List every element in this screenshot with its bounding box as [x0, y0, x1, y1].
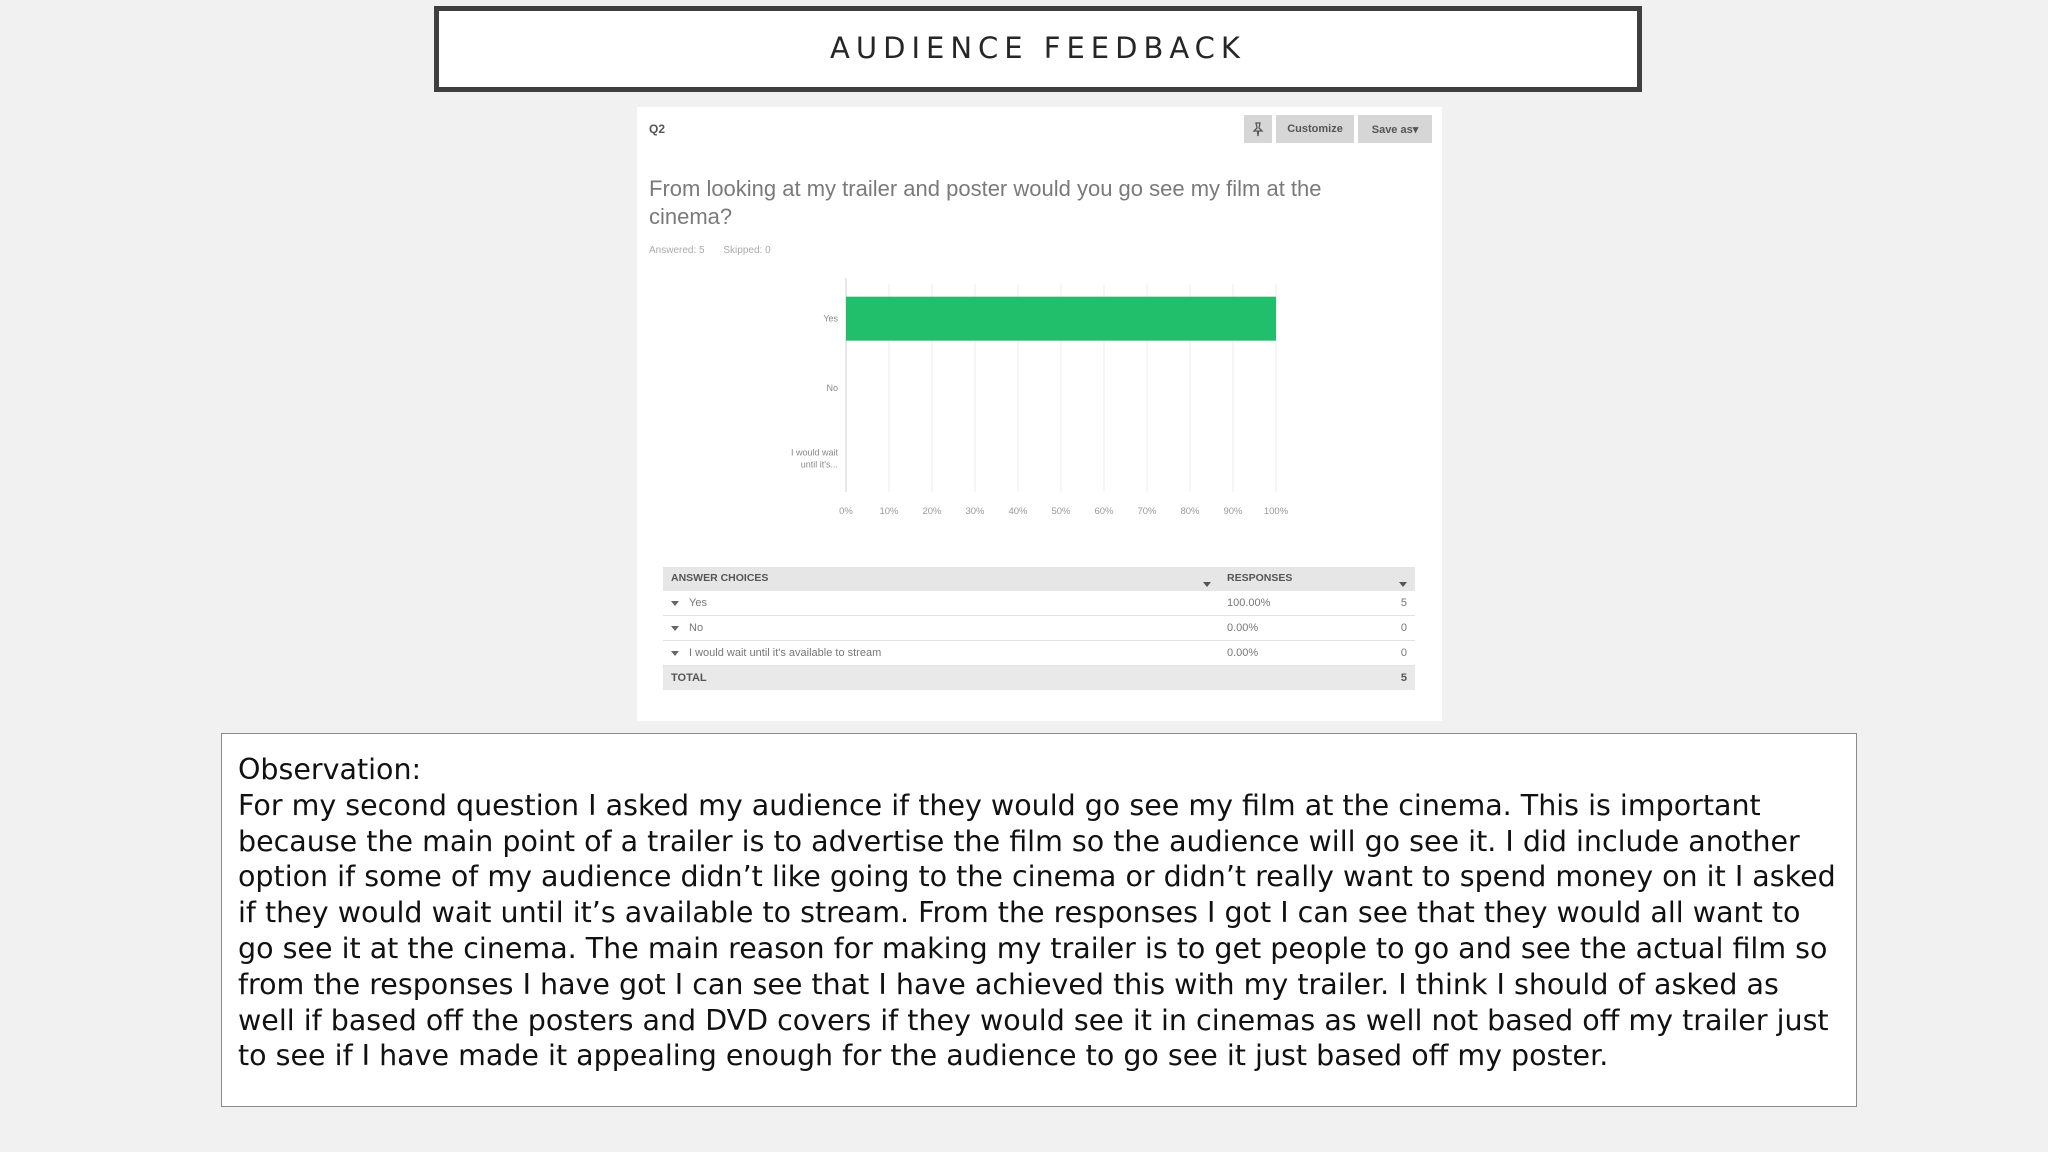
observation-box — [221, 733, 1857, 1107]
table-row — [663, 591, 1415, 616]
y-category-label: Yes — [823, 313, 838, 324]
customize-button[interactable]: Customize — [1276, 115, 1354, 143]
choice-percent: 100.00% — [1219, 591, 1362, 616]
x-tick-label: 60% — [1094, 506, 1114, 517]
expand-caret-icon[interactable] — [671, 601, 679, 606]
choice-label: No — [689, 622, 704, 634]
slide-title-box — [434, 6, 1642, 92]
x-tick-label: 10% — [879, 506, 899, 517]
save-as-button[interactable]: Save as▾ — [1358, 115, 1432, 143]
skipped-count: Skipped: 0 — [723, 245, 771, 256]
expand-caret-icon[interactable] — [671, 651, 679, 656]
observation-heading: Observation: — [238, 753, 422, 786]
observation-body: For my second question I asked my audience if they would go see my film at the cinema. This is important because the main point of a trailer is to advertise the film so the audience will go see it. I did include another option if some of my audience didn’t like going to the cinema or didn’t really want to spend money on it I asked if they would wait until it’s available to stream. From the responses I got I can see that they would all want to go see it at the cinema. The main reason for making my trailer is to get people to go and see the actual film so from the responses I have got I can see that I have achieved this with my trailer. I think I should of asked as well if based off the posters and DVD covers if they would see it in cinemas as well not based off my trailer just to see if I have made it appealing enough for the audience to go see it just based off my poster. — [238, 788, 1836, 1073]
sort-caret-icon[interactable] — [1203, 582, 1211, 587]
question-number: Q2 — [649, 122, 666, 136]
choice-count: 5 — [1362, 591, 1415, 616]
x-tick-label: 90% — [1223, 506, 1243, 517]
x-tick-label: 20% — [922, 506, 942, 517]
sort-caret-icon[interactable] — [1399, 582, 1407, 587]
x-tick-label: 100% — [1263, 506, 1289, 517]
x-tick-label: 40% — [1008, 506, 1028, 517]
answer-table — [663, 567, 1415, 690]
choice-count: 0 — [1362, 641, 1415, 666]
choice-percent: 0.00% — [1219, 616, 1362, 641]
response-bar-chart — [637, 107, 1442, 527]
question-text: From looking at my trailer and poster would you go see my film at the cinema? — [649, 176, 1322, 229]
choice-label: I would wait until it's available to stream — [689, 647, 882, 659]
y-category-label: No — [826, 383, 838, 393]
x-tick-label: 80% — [1180, 506, 1200, 517]
survey-screenshot — [637, 107, 1442, 721]
table-row — [663, 616, 1415, 641]
answer-choices-header[interactable]: ANSWER CHOICES — [663, 567, 1219, 591]
choice-count: 0 — [1362, 616, 1415, 641]
x-tick-label: 70% — [1137, 506, 1157, 517]
table-row — [663, 641, 1415, 666]
chart-bar — [846, 297, 1276, 341]
x-tick-label: 30% — [965, 506, 985, 517]
choice-percent: 0.00% — [1219, 641, 1362, 666]
choice-label: Yes — [689, 597, 707, 609]
responses-header[interactable]: RESPONSES — [1219, 567, 1415, 591]
total-count: 5 — [1362, 666, 1415, 691]
expand-caret-icon[interactable] — [671, 626, 679, 631]
x-tick-label: 0% — [839, 506, 853, 517]
x-tick-label: 50% — [1051, 506, 1071, 517]
total-label: TOTAL — [663, 666, 1219, 691]
y-category-label: I would wait until it's... — [790, 447, 838, 470]
answered-count: Answered: 5 — [649, 245, 705, 256]
slide-title: AUDIENCE FEEDBACK — [830, 31, 1246, 65]
table-total-row — [663, 666, 1415, 691]
